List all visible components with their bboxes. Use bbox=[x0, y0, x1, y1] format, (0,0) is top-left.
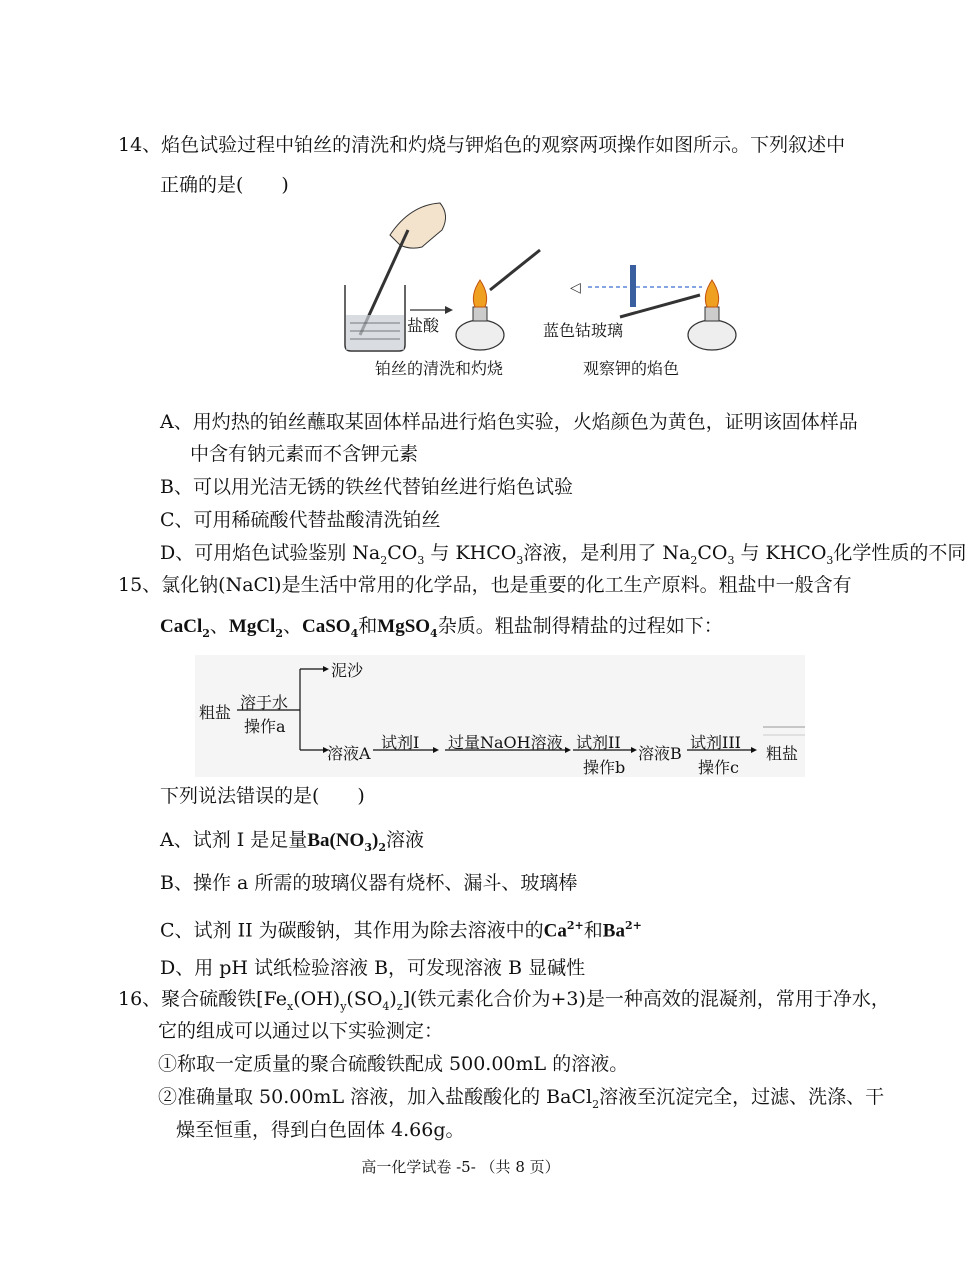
q15-option-c: C、试剂 II 为碳酸钠，其作用为除去溶液中的$Ca^{2+}$和$Ba^{2+}$ bbox=[160, 919, 642, 942]
flow-naoh: 过量NaOH溶液 bbox=[448, 733, 563, 752]
q16-step-2-line2: 燥至恒重，得到白色固体 4.66g。 bbox=[176, 1119, 465, 1141]
caption-left: 铂丝的清洗和灼烧 bbox=[375, 359, 504, 378]
label-cobalt-glass: 蓝色钴玻璃 bbox=[543, 321, 624, 340]
flow-dissolve: 溶于水 bbox=[240, 693, 289, 712]
flow-reagent-1: 试剂Ⅰ bbox=[381, 733, 420, 752]
flow-op-a: 操作a bbox=[244, 717, 286, 736]
flow-reagent-2: 试剂II bbox=[576, 733, 621, 752]
q15-stem-line2: CaCl$_2$、MgCl$_2$、CaSO$_4$和MgSO$_4$杂质。粗盐制得精盐的过程如下： bbox=[160, 615, 723, 640]
q15-option-d: D、用 pH 试纸检验溶液 B，可发现溶液 B 显碱性 bbox=[160, 957, 586, 979]
q16-step-2-line1: ②准确量取 50.00mL 溶液，加入盐酸酸化的 BaCl$_2$溶液至沉淀完全，过滤、洗涤、干 bbox=[158, 1086, 885, 1111]
flow-product: 粗盐 bbox=[766, 744, 799, 763]
flow-crude-salt: 粗盐 bbox=[199, 703, 232, 722]
q14-option-c: C、可用稀硫酸代替盐酸清洗铂丝 bbox=[160, 509, 441, 531]
flow-op-c: 操作c bbox=[698, 758, 739, 777]
page-footer: 高一化学试卷 -5- （共 8 页） bbox=[361, 1158, 560, 1176]
q15-ask: 下列说法错误的是( ) bbox=[160, 785, 365, 807]
q14-option-d: D、可用焰色试验鉴别 $Na_2CO_3$ 与 $KHCO_3$溶液，是利用了 $Na_2CO_3$ 与 $KHCO_3$化学性质的不同 bbox=[160, 542, 966, 567]
q16-stem-line2: 它的组成可以通过以下实验测定： bbox=[158, 1020, 444, 1042]
q14-option-a-line2: 中含有钠元素而不含钾元素 bbox=[190, 443, 419, 465]
label-acid: 盐酸 bbox=[407, 316, 440, 335]
flow-op-b: 操作b bbox=[583, 758, 626, 777]
q15-stem-line1: 15、氯化钠(NaCl)是生活中常用的化学品，也是重要的化工生产原料。粗盐中一般含有 bbox=[118, 574, 852, 596]
cobalt-glass bbox=[630, 265, 636, 307]
alcohol-lamp-left bbox=[456, 320, 504, 350]
eye-icon: ◁ bbox=[570, 280, 581, 296]
hand-illustration bbox=[390, 203, 446, 248]
q14-stem-line1: 14、焰色试验过程中铂丝的清洗和灼烧与钾焰色的观察两项操作如图所示。下列叙述中 bbox=[118, 134, 846, 156]
flame-right bbox=[705, 280, 718, 307]
platinum-wire-burning bbox=[490, 250, 540, 290]
q14-stem-line2: 正确的是( ) bbox=[160, 174, 289, 196]
flow-solution-b: 溶液B bbox=[638, 744, 682, 763]
caption-right: 观察钾的焰色 bbox=[583, 359, 680, 378]
alcohol-lamp-right bbox=[688, 320, 736, 350]
q14-option-b: B、可以用光洁无锈的铁丝代替铂丝进行焰色试验 bbox=[160, 476, 573, 498]
flame-left bbox=[473, 280, 486, 307]
flow-sand: 泥沙 bbox=[331, 661, 364, 680]
q16-stem-line1: 16、聚合硫酸铁$[Fe_x(OH)_y(SO_4)_z]$(铁元素化合价为+3)是一种高效的混凝剂，常用于净水， bbox=[118, 988, 890, 1013]
flow-solution-a: 溶液A bbox=[327, 744, 371, 763]
q15-option-a: A、试剂 I 是足量$Ba(NO_3)_2$溶液 bbox=[160, 829, 424, 854]
q15-option-b: B、操作 a 所需的玻璃仪器有烧杯、漏斗、玻璃棒 bbox=[160, 872, 578, 894]
q16-step-1: ①称取一定质量的聚合硫酸铁配成 500.00mL 的溶液。 bbox=[158, 1053, 629, 1075]
flow-reagent-3: 试剂III bbox=[690, 733, 741, 752]
q14-option-a-line1: A、用灼热的铂丝蘸取某固体样品进行焰色实验，火焰颜色为黄色，证明该固体样品 bbox=[160, 411, 858, 433]
